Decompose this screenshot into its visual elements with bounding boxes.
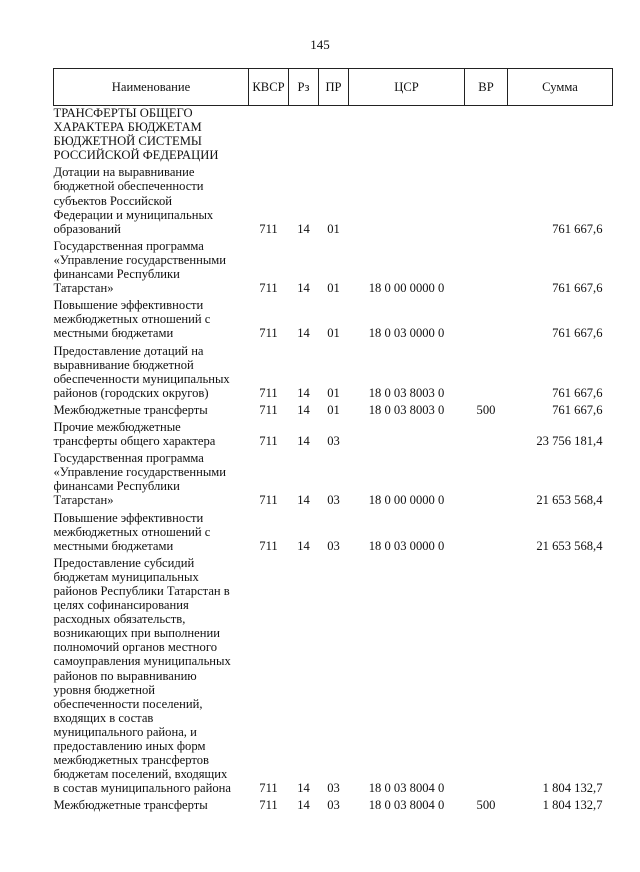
header-kvsr: КВСР xyxy=(249,69,289,106)
table-row xyxy=(54,511,613,553)
header-csr: ЦСР xyxy=(349,69,465,106)
row-name-line: выравнивание бюджетной xyxy=(53,357,194,372)
table-row xyxy=(54,106,613,163)
row-name xyxy=(54,511,249,553)
row-kvsr: 711 xyxy=(259,538,278,553)
row-pr xyxy=(319,106,349,163)
row-rz: 14 xyxy=(297,326,310,341)
row-csr: 18 0 00 0000 0 xyxy=(368,281,445,296)
row-rz: 14 xyxy=(297,798,310,813)
row-name-line: Межбюджетные трансферты xyxy=(53,798,208,813)
header-pr: ПР xyxy=(319,69,349,106)
table-row xyxy=(54,165,613,235)
row-rz: 14 xyxy=(297,493,310,508)
row-vr xyxy=(465,451,508,507)
row-name-line: финансами Республики xyxy=(53,267,180,282)
row-name-line: межбюджетных трансфертов xyxy=(53,753,209,768)
row-rz: 14 xyxy=(297,781,310,796)
row-sum: 1 804 132,7 xyxy=(542,781,603,796)
row-sum: 761 667,6 xyxy=(552,402,603,417)
row-name-line: финансами Республики xyxy=(53,479,180,494)
row-name-line: Прочие межбюджетные xyxy=(53,419,181,434)
row-name-line: «Управление государственными xyxy=(53,252,226,267)
row-name-line: Государственная программа xyxy=(53,238,204,253)
row-name-line: Межбюджетные трансферты xyxy=(53,402,208,417)
table-row xyxy=(54,239,613,295)
row-name-line: «Управление государственными xyxy=(53,465,226,480)
row-name-line: ТРАНСФЕРТЫ ОБЩЕГО xyxy=(53,106,193,120)
row-sum: 1 804 132,7 xyxy=(542,798,603,813)
row-csr: 18 0 03 0000 0 xyxy=(368,326,445,341)
row-name-line: местными бюджетами xyxy=(53,326,174,341)
row-name-line: районов Республики Татарстан в xyxy=(53,584,230,598)
row-pr: 01 xyxy=(327,385,340,400)
row-sum: 761 667,6 xyxy=(552,281,603,296)
row-name-line: межбюджетных отношений с xyxy=(53,312,211,327)
row-vr xyxy=(465,556,508,796)
row-name-line: входящих в состав xyxy=(53,710,154,725)
row-name-line: районов по выравниванию xyxy=(53,668,197,683)
row-name-line: обеспеченности поселений, xyxy=(53,696,203,711)
row-name-line: самоуправления муниципальных xyxy=(53,654,231,669)
row-name-line: уровня бюджетной xyxy=(53,682,156,697)
row-name-line: бюджетам поселений, входящих xyxy=(53,767,228,782)
row-name-line: субъектов Российской xyxy=(53,193,172,208)
row-kvsr: 711 xyxy=(259,493,278,508)
row-rz xyxy=(289,106,319,163)
row-pr: 01 xyxy=(327,326,340,341)
row-rz: 14 xyxy=(297,434,310,449)
page-number: 145 xyxy=(310,37,330,52)
row-sum: 761 667,6 xyxy=(552,221,603,236)
row-name xyxy=(54,556,249,796)
row-rz: 14 xyxy=(297,385,310,400)
row-pr: 03 xyxy=(327,434,340,449)
row-name-line: Государственная программа xyxy=(53,451,204,466)
row-csr xyxy=(349,165,465,235)
row-name-line: местными бюджетами xyxy=(53,538,174,553)
row-kvsr xyxy=(249,106,289,163)
row-kvsr: 711 xyxy=(259,798,278,813)
row-name xyxy=(54,239,249,295)
row-name-line: целях софинансирования xyxy=(53,598,189,613)
row-kvsr: 711 xyxy=(259,434,278,449)
row-vr: 500 xyxy=(476,402,496,417)
row-sum: 761 667,6 xyxy=(552,385,603,400)
row-name-line: полномочий органов местного xyxy=(53,640,217,655)
row-pr: 03 xyxy=(327,493,340,508)
header-vr: ВР xyxy=(465,69,508,106)
table-row xyxy=(54,344,613,400)
table-row xyxy=(54,556,613,796)
row-kvsr: 711 xyxy=(259,781,278,796)
row-pr: 01 xyxy=(327,281,340,296)
row-pr: 03 xyxy=(327,538,340,553)
budget-table xyxy=(53,68,613,816)
table-row xyxy=(54,451,613,507)
row-name-line: БЮДЖЕТНОЙ СИСТЕМЫ xyxy=(53,134,202,149)
row-vr xyxy=(465,344,508,400)
header-name: Наименование xyxy=(54,69,249,106)
row-kvsr: 711 xyxy=(259,281,278,296)
row-rz: 14 xyxy=(297,402,310,417)
row-name-line: ХАРАКТЕРА БЮДЖЕТАМ xyxy=(53,120,202,135)
row-rz: 14 xyxy=(297,281,310,296)
row-name xyxy=(54,420,249,448)
row-spacer xyxy=(54,813,613,816)
row-name-line: районов (городских округов) xyxy=(53,385,209,400)
row-name xyxy=(54,798,249,812)
row-vr xyxy=(465,239,508,295)
row-name-line: Предоставление дотаций на xyxy=(53,343,204,358)
row-csr xyxy=(349,106,465,163)
row-kvsr: 711 xyxy=(259,385,278,400)
row-name-line: Татарстан» xyxy=(53,493,114,508)
row-name-line: бюджетной обеспеченности xyxy=(53,179,204,194)
row-kvsr: 711 xyxy=(259,402,278,417)
row-name-line: трансферты общего характера xyxy=(53,434,216,449)
header-rz: Рз xyxy=(289,69,319,106)
row-csr: 18 0 03 8003 0 xyxy=(368,385,445,400)
row-name-line: Повышение эффективности xyxy=(53,510,204,525)
row-name-line: возникающих при выполнении xyxy=(53,626,220,641)
row-kvsr: 711 xyxy=(259,326,278,341)
row-name xyxy=(54,165,249,235)
row-sum: 761 667,6 xyxy=(552,326,603,341)
row-name-line: муниципального района, и xyxy=(53,724,197,739)
row-name xyxy=(54,106,249,163)
row-csr: 18 0 03 8004 0 xyxy=(368,781,445,796)
row-sum: 23 756 181,4 xyxy=(536,434,603,449)
row-name xyxy=(54,344,249,400)
row-rz: 14 xyxy=(297,538,310,553)
row-pr: 01 xyxy=(327,221,340,236)
row-vr xyxy=(465,511,508,553)
row-csr: 18 0 03 8003 0 xyxy=(368,402,445,417)
row-name xyxy=(54,298,249,340)
table-header-row xyxy=(54,69,613,106)
row-csr: 18 0 00 0000 0 xyxy=(368,493,445,508)
row-pr: 03 xyxy=(327,781,340,796)
row-name-line: образований xyxy=(53,221,121,236)
table-body xyxy=(54,106,613,816)
row-name-line: Дотации на выравнивание xyxy=(53,165,195,180)
row-pr: 03 xyxy=(327,798,340,813)
table-row xyxy=(54,798,613,812)
table-row xyxy=(54,298,613,340)
row-name-line: РОССИЙСКОЙ ФЕДЕРАЦИИ xyxy=(53,148,219,163)
row-name-line: в состав муниципального района xyxy=(53,781,232,796)
row-csr xyxy=(349,420,465,448)
row-kvsr: 711 xyxy=(259,221,278,236)
row-sum: 21 653 568,4 xyxy=(536,493,603,508)
row-vr xyxy=(465,298,508,340)
row-name-line: расходных обязательств, xyxy=(53,612,186,627)
row-name-line: бюджетам муниципальных xyxy=(53,569,199,584)
row-name xyxy=(54,451,249,507)
row-rz: 14 xyxy=(297,221,310,236)
row-csr: 18 0 03 8004 0 xyxy=(368,798,445,813)
row-spacer-cell xyxy=(54,813,613,816)
row-name-line: Повышение эффективности xyxy=(53,298,204,313)
row-name-line: Татарстан» xyxy=(53,281,114,296)
row-sum: 21 653 568,4 xyxy=(536,538,603,553)
row-csr: 18 0 03 0000 0 xyxy=(368,538,445,553)
row-name-line: Федерации и муниципальных xyxy=(53,207,214,222)
header-sum: Сумма xyxy=(508,69,613,106)
row-name-line: обеспеченности муниципальных xyxy=(53,371,230,386)
row-pr: 01 xyxy=(327,402,340,417)
row-name xyxy=(54,403,249,417)
row-vr xyxy=(465,420,508,448)
row-sum xyxy=(508,106,613,163)
table-row xyxy=(54,420,613,448)
row-name-line: межбюджетных отношений с xyxy=(53,524,211,539)
row-vr: 500 xyxy=(476,798,496,813)
row-vr xyxy=(465,106,508,163)
row-vr xyxy=(465,165,508,235)
row-name-line: Предоставление субсидий xyxy=(53,555,195,570)
row-name-line: предоставлению иных форм xyxy=(53,739,206,754)
table-row xyxy=(54,403,613,417)
